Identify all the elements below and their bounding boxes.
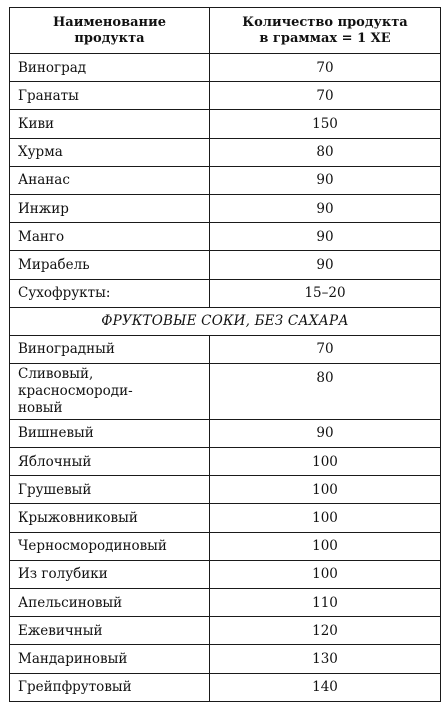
product-quantity: 70	[210, 54, 441, 82]
table-row	[10, 560, 441, 588]
product-name: Виноград	[10, 54, 210, 82]
product-name: Яблочный	[10, 448, 210, 476]
product-quantity: 150	[210, 110, 441, 138]
header-quantity-line1: Количество продукта	[242, 14, 408, 30]
product-quantity: 90	[210, 194, 441, 222]
product-quantity: 70	[210, 82, 441, 110]
product-name: Виноградный	[10, 335, 210, 363]
header-quantity	[210, 8, 441, 54]
product-quantity: 100	[210, 560, 441, 588]
product-name: Инжир	[10, 194, 210, 222]
table-row	[10, 504, 441, 532]
product-name: Из голубики	[10, 560, 210, 588]
product-name: Мандариновый	[10, 645, 210, 673]
product-quantity: 100	[210, 504, 441, 532]
table-row	[10, 110, 441, 138]
table-row	[10, 194, 441, 222]
product-name: Манго	[10, 223, 210, 251]
product-quantity: 140	[210, 673, 441, 701]
product-quantity: 110	[210, 589, 441, 617]
product-name: Грейпфрутовый	[10, 673, 210, 701]
section-row	[10, 307, 441, 335]
table-row	[10, 589, 441, 617]
product-quantity: 90	[210, 166, 441, 194]
product-name: Вишневый	[10, 419, 210, 447]
header-quantity-line2: в граммах = 1 ХЕ	[259, 30, 391, 46]
bread-unit-table	[9, 7, 441, 702]
section-title: ФРУКТОВЫЕ СОКИ, БЕЗ САХАРА	[10, 307, 441, 335]
product-name: Апельсиновый	[10, 589, 210, 617]
product-name-line2: новый	[18, 399, 63, 416]
table-row	[10, 279, 441, 307]
product-quantity: 120	[210, 617, 441, 645]
product-name: Крыжовниковый	[10, 504, 210, 532]
table-row	[10, 223, 441, 251]
product-name-line1: Сливовый, красносмороди-	[18, 365, 133, 399]
product-quantity: 90	[210, 251, 441, 279]
product-name: Ежевичный	[10, 617, 210, 645]
product-quantity: 15–20	[210, 279, 441, 307]
product-quantity: 80	[210, 138, 441, 166]
product-quantity: 100	[210, 476, 441, 504]
table-row	[10, 54, 441, 82]
product-quantity: 100	[210, 448, 441, 476]
product-name: Хурма	[10, 138, 210, 166]
product-quantity: 130	[210, 645, 441, 673]
product-quantity: 80	[210, 363, 441, 419]
product-name: Гранаты	[10, 82, 210, 110]
product-name: Киви	[10, 110, 210, 138]
table-row	[10, 363, 441, 419]
table-row	[10, 673, 441, 701]
header-row	[10, 8, 441, 54]
product-name: Сухофрукты:	[10, 279, 210, 307]
product-quantity: 70	[210, 335, 441, 363]
table-row	[10, 645, 441, 673]
product-quantity: 100	[210, 532, 441, 560]
table-row	[10, 476, 441, 504]
table-row	[10, 138, 441, 166]
product-quantity: 90	[210, 419, 441, 447]
product-name: Ананас	[10, 166, 210, 194]
product-name: Грушевый	[10, 476, 210, 504]
table-row	[10, 166, 441, 194]
product-name	[10, 363, 210, 419]
product-name: Черносмородиновый	[10, 532, 210, 560]
table-row	[10, 617, 441, 645]
table-row	[10, 419, 441, 447]
header-product-name: Наименование продукта	[10, 8, 210, 54]
table-row	[10, 335, 441, 363]
table-row	[10, 251, 441, 279]
product-quantity: 90	[210, 223, 441, 251]
table-row	[10, 448, 441, 476]
product-name: Мирабель	[10, 251, 210, 279]
table-row	[10, 82, 441, 110]
table-row	[10, 532, 441, 560]
